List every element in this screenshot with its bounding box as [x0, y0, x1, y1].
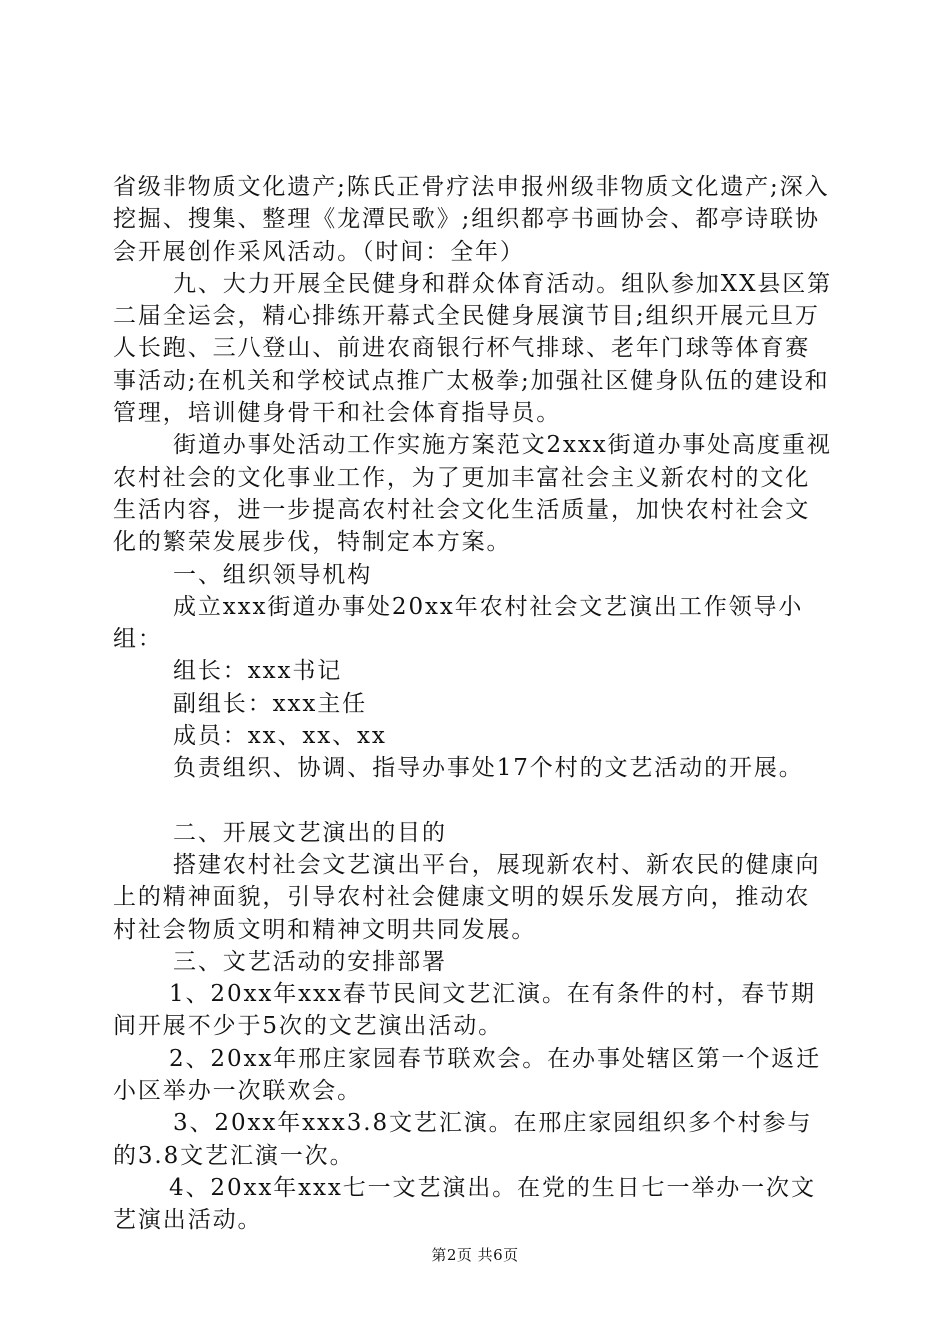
- heading-organization: 一、组织领导机构: [173, 561, 373, 588]
- page-indicator: 第2页 共6页: [431, 1246, 519, 1264]
- paragraph-responsibility: 负责组织、协调、指导办事处17个村的文艺活动的开展。: [173, 755, 804, 782]
- group-leader: 组长：xxx书记: [173, 658, 343, 685]
- heading-arrangement: 三、文艺活动的安排部署: [173, 948, 447, 975]
- paragraph-plan-intro: 街道办事处活动工作实施方案范文2xxx街道办事处高度重视农村社会的文化事业工作，为了更加丰富社会主义新农村的文化生活内容，进一步提高农村社会文化生活质量，加快农村社会文化的繁荣发展步伐，特制定本方案。: [113, 432, 832, 556]
- paragraph-section-nine: 九、大力开展全民健身和群众体育活动。组队参加XX县区第二届全运会，精心排练开幕式全民健身展演节目;组织开展元旦万人长跑、三八登山、前进农商银行杯气排球、老年门球等体育赛事活动;在机关和学校试点推广太极拳;加强社区健身队伍的建设和管理，培训健身骨干和社会体育指导员。: [113, 270, 833, 427]
- paragraph-purpose: 搭建农村社会文艺演出平台，展现新农村、新农民的健康向上的精神面貌，引导农村社会健康文明的娱乐发展方向，推动农村社会物质文明和精神文明共同发展。: [113, 851, 821, 943]
- list-item-july-first: 4、20xx年xxx七一文艺演出。在党的生日七一举办一次文艺演出活动。: [113, 1174, 816, 1234]
- list-item-xingzhuang-gala: 2、20xx年邢庄家园春节联欢会。在办事处辖区第一个返迁小区举办一次联欢会。: [113, 1045, 822, 1105]
- document-body: [113, 171, 835, 1237]
- heading-purpose: 二、开展文艺演出的目的: [173, 819, 447, 846]
- group-members: 成员：xx、xx、xx: [173, 723, 387, 750]
- paragraph-heritage-continued: 省级非物质文化遗产;陈氏正骨疗法申报州级非物质文化遗产;深入挖掘、搜集、整理《龙潭民歌》;组织都亭书画协会、都亭诗联协会开展创作采风活动。（时间：全年）: [113, 174, 830, 265]
- list-item-womens-day: 3、20xx年xxx3.8文艺汇演。在邢庄家园组织多个村参与的3.8文艺汇演一次。: [113, 1110, 813, 1169]
- deputy-group-leader: 副组长：xxx主任: [173, 690, 368, 717]
- list-item-spring-festival: 1、20xx年xxx春节民间文艺汇演。在有条件的村，春节期间开展不少于5次的文艺演出活动。: [113, 981, 816, 1040]
- paragraph-leading-group: 成立xxx街道办事处20xx年农村社会文艺演出工作领导小组：: [113, 593, 804, 653]
